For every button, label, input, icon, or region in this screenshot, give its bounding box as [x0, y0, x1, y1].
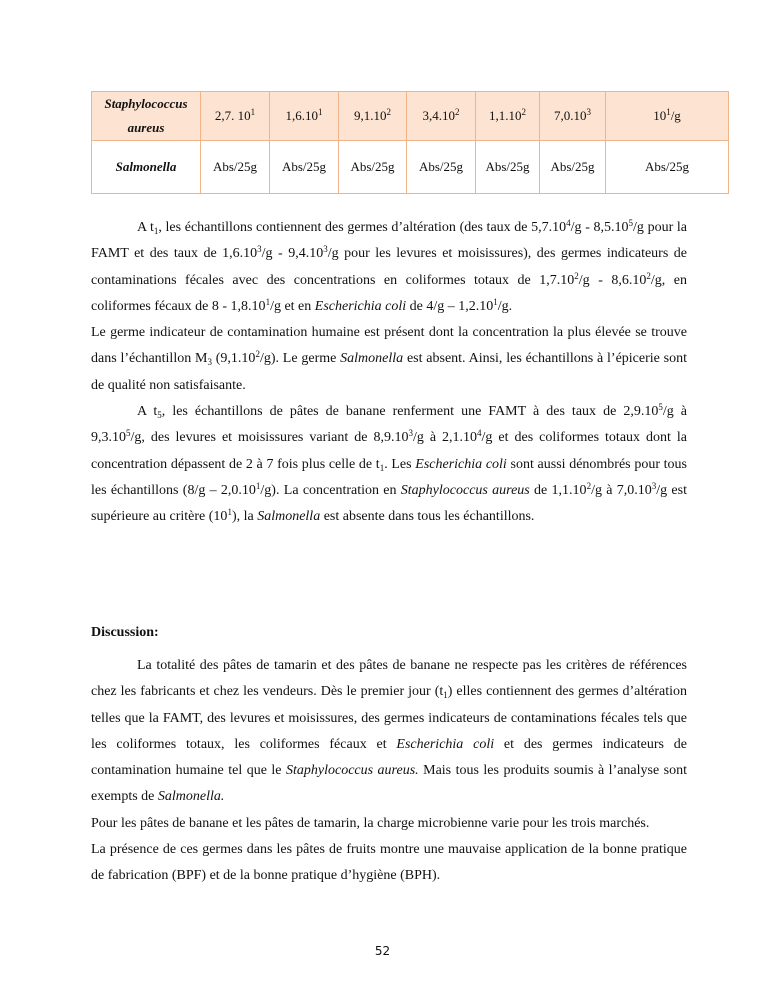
table-cell: 7,0.10$^3$	[540, 92, 606, 141]
discussion-text	[91, 653, 687, 890]
paragraph-bpf-bph: La présence de ces germes dans les pâtes de fruits montre une mauvaise application de la bonne pratique de fabrication (BPF) et de la bonne pratique d’hygiène (BPH).	[91, 842, 687, 884]
table-cell: Abs/25g	[407, 141, 476, 194]
table-cell: Abs/25g	[540, 141, 606, 194]
paragraph-human-contamination: Le germe indicateur de contamination humaine est présent dont la concentration la plus élevée se trouve dans l’échantillon $M_3$ (9,1.10$^2$/g). Le germe Salmonella est absent. Ainsi, les échantillons à l’épicerie sont de qualité non satisfaisante.	[91, 325, 688, 393]
criterion-cell: $10^1/g$	[606, 92, 729, 141]
table-cell: 9,1.10$^2$	[339, 92, 407, 141]
germ-name-cell: Staphylococcus aureus	[92, 92, 201, 141]
results-text	[91, 215, 687, 531]
paragraph-microbial-load: Pour les pâtes de banane et les pâtes de tamarin, la charge microbienne varie pour les trois marchés.	[91, 815, 650, 831]
table-cell: 3,4.10$^2$	[407, 92, 476, 141]
paragraph-discussion: La totalité des pâtes de tamarin et des pâtes de banane ne respecte pas les critères de références chez les fabricants et chez les vendeurs. Dès le premier jour $(t_1)$ elles contiennent des germes d’altération telles que la FAMT, des levures et moisissures, des germes indicateurs de contaminations fécales tels que les coliformes totaux, les coliformes fécaux et Escherichia coli et des germes indicateurs de contamination humaine tel que le Staphylococcus aureus. Mais tous les produits soumis à l’analyse sont exempts de Salmonella.	[91, 658, 687, 805]
table-cell: 1,6.10$^1$	[270, 92, 339, 141]
table-row-staphylococcus	[92, 92, 729, 141]
germ-name-cell: Salmonella	[92, 141, 201, 194]
table-cell: Abs/25g	[201, 141, 270, 194]
table-cell: 1,1.10$^2$	[476, 92, 540, 141]
table-cell: Abs/25g	[476, 141, 540, 194]
criterion-cell: Abs/25g	[606, 141, 729, 194]
table-cell: Abs/25g	[339, 141, 407, 194]
table-row-salmonella	[92, 141, 729, 194]
discussion-heading: Discussion:	[91, 625, 159, 640]
paragraph-t1: A $t_1$, les échantillons contiennent des germes d’altération (des taux de 5,7.10$^4$/g - 8,5.10$^5$/g pour la FAMT et des taux de 1,6.10$^3$/g - 9,4.10$^3$/g pour les levures et moisissures), des germes indicateurs de contaminations fécales avec des concentrations en coliformes totaux de 1,7.10$^2$/g - 8,6.10$^2$/g, en coliformes fécaux de 8 - 1,8.10$^1$/g et en Escherichia coli de 4/g – 1,2.10$^1$/g.	[91, 218, 688, 314]
paragraph-t5: A $t_5$, les échantillons de pâtes de banane renferment une FAMT à des taux de 2,9.10$^5$/g à 9,3.10$^5$/g, des levures et moisissures variant de 8,9.10$^3$/g à 2,1.10$^4$/g et des coliformes totaux dont la concentration dépassent de 2 à 7 fois plus celle de $t_1$. Les Escherichia coli sont aussi dénombrés pour tous les échantillons (8/g – 2,0.10$^1$/g). La concentration en Staphylococcus aureus de 1,1.10$^2$/g à 7,0.10$^3$/g est supérieure au critère $(10^1)$, la Salmonella est absente dans tous les échantillons.	[91, 402, 688, 525]
table-cell: 2,7. $10^1$	[201, 92, 270, 141]
results-table	[91, 91, 729, 194]
page-number: 52	[374, 944, 391, 958]
table-cell: Abs/25g	[270, 141, 339, 194]
